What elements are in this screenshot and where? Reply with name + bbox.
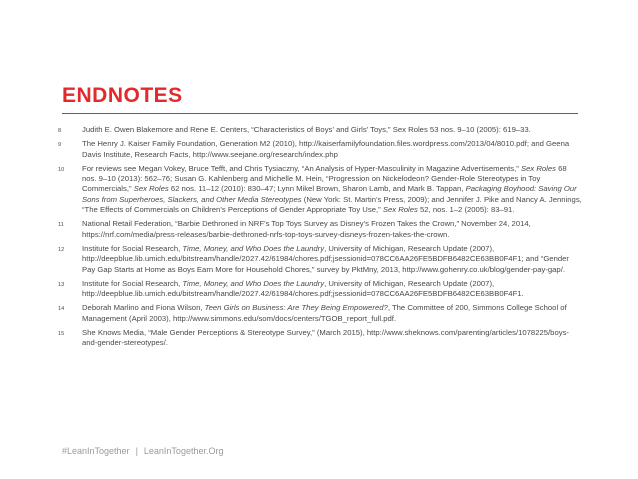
endnote-text [82,279,524,298]
endnote-italic-title: Packaging Boyhood: Saving Our Sons from Superheroes, Slackers, and Other Media Stereotypes [82,184,577,204]
footer-site-link[interactable]: LeanInTogether.Org [143,446,224,456]
endnote-italic-title: Sex Roles [133,184,169,194]
endnote-text [82,164,582,214]
endnote-number: 15 [58,331,65,338]
endnote-text [82,139,569,158]
endnote-italic-title: Sex Roles [382,205,418,215]
endnote-item [58,303,582,324]
endnote-text [82,219,531,238]
endnote-number: 12 [58,246,65,253]
endnote-segment: Deborah Marlino and Fiona Wilson, [82,303,205,313]
endnote-text [82,303,567,322]
endnote-number: 14 [58,306,65,313]
endnote-segment: She Knows Media, “Male Gender Perceptions & Stereotype Survey,” (March 2015), http://www.sheknows.com/parenting/articles/1078225/boys-and-gender-stereotypes/. [82,328,569,348]
endnote-segment: Institute for Social Research, [82,243,183,253]
page-title: ENDNOTES [62,84,183,107]
endnote-segment: 62 nos. 11–12 (2010): 830–47; Lynn Mikel Brown, Sharon Lamb, and Mark B. Tappan, [168,184,466,194]
endnote-text [82,244,569,274]
endnotes-list [58,125,582,353]
endnote-segment: , University of Michigan, Research Update (2007), http://deepblue.lib.umich.edu/bitstream/handle/2027.42/61984/chores.pdf;jsessionid=078CC6AA26FE5BDFB6482CE63BB0F4F1; and “Gender Pay Gap Starts at Home as Boys Earn More for Household Chores,” survey by PktMny, 2013, http://www.gohenry.co.uk/blog/gender-pay-gap/. [82,243,569,274]
endnote-number: 11 [58,222,64,229]
endnote-text [82,125,531,134]
endnote-item [58,139,582,160]
endnote-italic-title: Sex Roles [520,163,556,173]
endnote-segment: , University of Michigan, Research Update (2007), http://deepblue.lib.umich.edu/bitstream/handle/2027.42/61984/chores.pdf;jsessionid=078CC6AA26FE5BDFB6482CE63BB0F4F1. [82,278,524,299]
endnote-item [58,278,582,300]
title-divider [62,113,578,114]
endnote-number: 8 [58,128,62,134]
endnote-segment: For reviews see Megan Vokey, Bruce Tefft, and Chris Tysiaczny, “An Analysis of Hyper-Masculinity in Magazine Advertisements,” [82,163,521,173]
footer-separator: | [135,446,138,456]
endnote-segment: (New York: St. Martin’s Press, 2009); and Jennifer J. Pike and Nancy A. Jennings, “The Effects of Commercials on Children’s Perceptions of Gender Appropriate Toy Use,” [82,194,582,215]
endnote-number: 9 [58,142,62,149]
footer [62,446,223,456]
endnote-segment: National Retail Federation, “Barbie Dethroned in NRF’s Top Toys Survey as Disney’s Frozen Takes the Crown,” November 24, 2014, https://nrf.com/media/press-releases/barbie-dethroned-nrfs-top-toys-survey-disneys-frozen-takes-the-crown. [82,219,531,239]
endnote-segment: Judith E. Owen Blakemore and Rene E. Centers, “Characteristics of Boys’ and Girls’ Toys,” Sex Roles 53 nos. 9–10 (2005): 619–33. [82,125,531,134]
footer-hashtag: #LeanInTogether [62,446,130,456]
endnote-segment: 52, nos. 1–2 (2005): 83–91. [417,205,515,215]
endnote-item [58,328,582,349]
endnote-segment: The Henry J. Kaiser Family Foundation, Generation M2 (2010), http://kaiserfamilyfoundation.files.wordpress.com/2013/04/8010.pdf; and Geena Davis Institute, Research Facts, http://www.seejane.org/research/index.php [82,139,570,159]
endnote-item [58,163,582,215]
endnote-item [58,125,582,135]
endnote-segment: 68 nos. 9–10 (2013): 562–76; Susan G. Kahlenberg and Michelle M. Hein, “Progression on Nickelodeon? Gender-Role Stereotypes in Toy Commercials,” [82,163,567,194]
endnote-italic-title: Time, Money, and Who Does the Laundry [182,243,325,253]
endnote-number: 10 [58,166,65,173]
endnote-italic-title: Time, Money, and Who Does the Laundry [182,278,325,288]
endnote-item [58,243,582,275]
endnote-italic-title: Teen Girls on Business: Are They Being Empowered? [204,303,388,313]
endnote-text [82,328,569,347]
endnote-segment: , The Committee of 200, Simmons College School of Management (April 2003), http://www.simmons.edu/som/docs/centers/TGOB_report_full.pdf. [82,303,567,323]
endnote-number: 13 [58,281,65,288]
endnote-segment: Institute for Social Research, [82,278,183,288]
endnote-item [58,219,582,240]
